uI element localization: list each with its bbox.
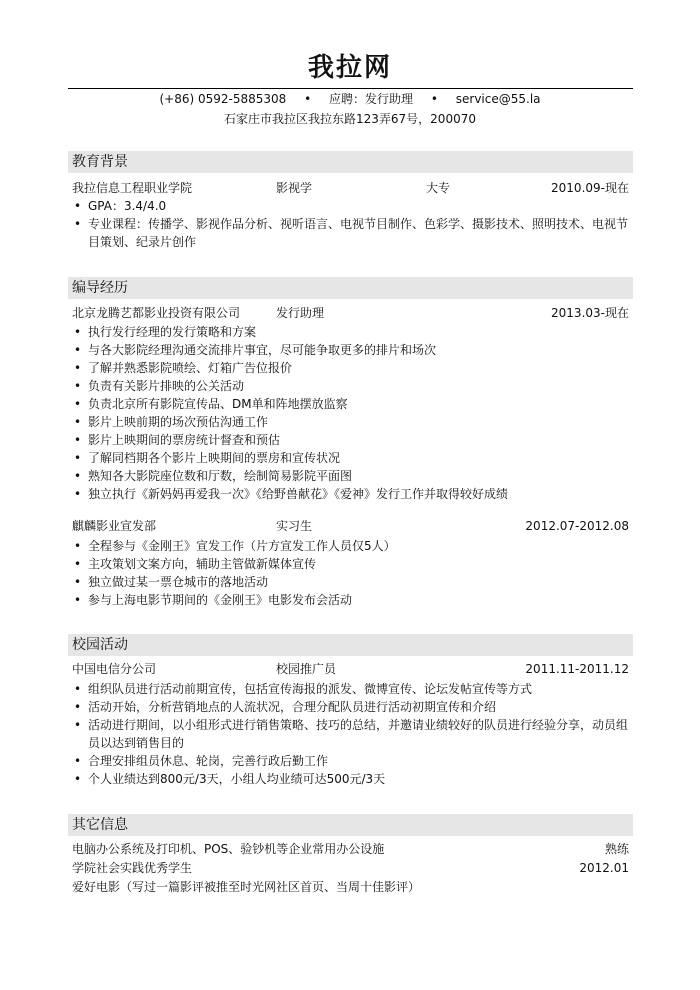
job-role: 发行助理	[276, 306, 325, 320]
list-item: • 负责北京所有影院宣传品、DM单和阵地摆放监察	[72, 395, 629, 413]
other-item-value: 2012.01	[579, 861, 629, 875]
contact-line	[0, 90, 700, 108]
organization: 北京龙腾艺都影业投资有限公司	[72, 306, 241, 320]
list-item: • 全程参与《金刚王》宣发工作（片方宣发工作人员仅5人）	[72, 537, 629, 555]
degree: 大专	[426, 181, 451, 195]
school-name: 我拉信息工程职业学院	[72, 181, 193, 195]
period: 2012.07-2012.08	[525, 519, 629, 533]
job-bullets	[72, 323, 629, 503]
list-item: • 个人业绩达到800元/3天，小组人均业绩可达500元/3天	[72, 770, 629, 788]
list-item: • 影片上映期间的票房统计督查和预估	[72, 431, 629, 449]
section-title-experience: 编导经历	[68, 277, 633, 299]
list-item: • 负责有关影片排映的公关活动	[72, 377, 629, 395]
list-item: • 主攻策划文案方向，辅助主管做新媒体宣传	[72, 555, 629, 573]
period: 2010.09-现在	[551, 181, 629, 195]
candidate-name: 我拉网	[307, 53, 392, 83]
list-item: • 了解同档期各个影片上映期间的票房和宣传状况	[72, 449, 629, 467]
other-item-text: 学院社会实践优秀学生	[72, 861, 193, 875]
job-entry	[72, 517, 629, 535]
applied-position: 应聘：发行助理	[329, 92, 414, 106]
list-item: • 与各大影院经理沟通交流排片事宜，尽可能争取更多的排片和场次	[72, 341, 629, 359]
bullet-separator: •	[430, 92, 438, 106]
campus-entry	[72, 660, 629, 678]
email-address: service@55.la	[455, 92, 541, 106]
section-title-other: 其它信息	[68, 814, 633, 836]
period: 2013.03-现在	[551, 306, 629, 320]
list-item: • 活动进行期间，以小组形式进行销售策略、技巧的总结，并邀请业绩较好的队员进行经验分享，动员组员以达到销售目的	[72, 716, 629, 752]
bullet-separator: •	[304, 92, 312, 106]
list-item: • 参与上海电影节期间的《金刚王》电影发布会活动	[72, 591, 629, 609]
job-bullets	[72, 537, 629, 609]
other-item	[72, 840, 629, 858]
list-item: • 影片上映前期的场次预估沟通工作	[72, 413, 629, 431]
header-divider	[68, 88, 633, 89]
list-item: • 执行发行经理的发行策略和方案	[72, 323, 629, 341]
section-title-campus: 校园活动	[68, 634, 633, 656]
job-role: 校园推广员	[276, 662, 337, 676]
list-item: • GPA：3.4/4.0	[72, 197, 629, 215]
other-item	[72, 878, 629, 896]
list-item: • 活动开始，分析营销地点的人流状况，合理分配队员进行活动初期宣传和介绍	[72, 698, 629, 716]
list-item: • 合理安排组员休息、轮岗，完善行政后勤工作	[72, 752, 629, 770]
list-item: • 熟知各大影院座位数和厅数，绘制简易影院平面图	[72, 467, 629, 485]
list-item: • 了解并熟悉影院喷绘、灯箱广告位报价	[72, 359, 629, 377]
job-role: 实习生	[276, 519, 313, 533]
period: 2011.11-2011.12	[525, 662, 629, 676]
organization: 中国电信分公司	[72, 662, 157, 676]
section-title-education: 教育背景	[68, 151, 633, 173]
campus-bullets	[72, 680, 629, 788]
other-item	[72, 859, 629, 877]
major: 影视学	[276, 181, 313, 195]
list-item: • 专业课程：传播学、影视作品分析、视听语言、电视节目制作、色彩学、摄影技术、照明技术、电视节目策划、纪录片创作	[72, 215, 629, 251]
postal-address: 石家庄市我拉区我拉东路123弄67号，200070	[224, 112, 476, 126]
other-item-text: 电脑办公系统及打印机、POS、验钞机等企业常用办公设施	[72, 842, 385, 856]
education-bullets	[72, 197, 629, 251]
list-item: • 组织队员进行活动前期宣传，包括宣传海报的派发、微博宣传、论坛发帖宣传等方式	[72, 680, 629, 698]
phone-number: (+86) 0592-5885308	[159, 92, 287, 106]
list-item: • 独立执行《新妈妈再爱我一次》《给野兽献花》《爱神》发行工作并取得较好成绩	[72, 485, 629, 503]
list-item: • 独立做过某一票仓城市的落地活动	[72, 573, 629, 591]
other-item-value: 熟练	[604, 842, 629, 856]
education-entry	[72, 179, 629, 197]
other-item-text: 爱好电影（写过一篇影评被推至时光网社区首页、当周十佳影评）	[72, 880, 421, 894]
job-entry	[72, 304, 629, 322]
organization: 麒麟影业宣发部	[72, 519, 157, 533]
